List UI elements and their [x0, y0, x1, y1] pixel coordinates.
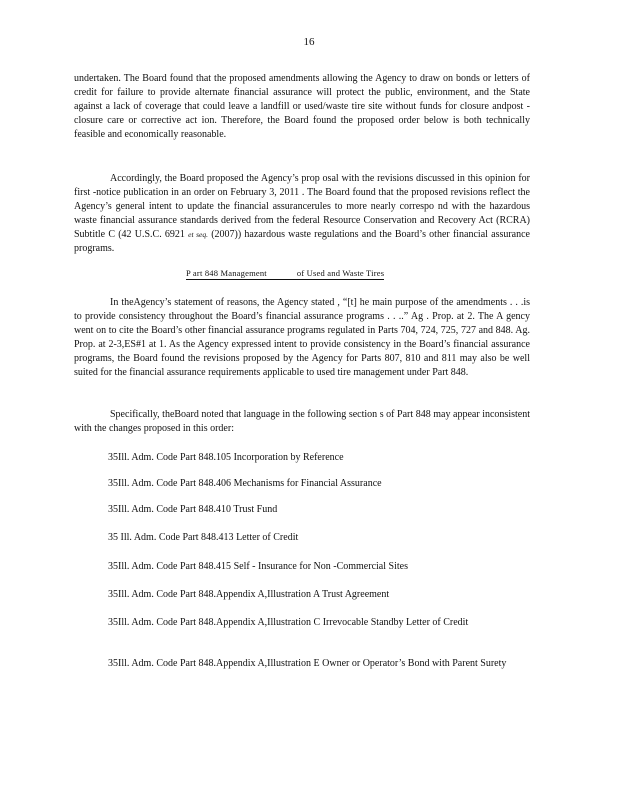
- citation-code: 35Ill. Adm. Code Part 848.410: [108, 504, 232, 515]
- citation-code: 35 Ill. Adm. Code Part 848.413: [108, 532, 234, 543]
- citation-item: [108, 477, 518, 491]
- citation-item: [108, 451, 518, 465]
- paragraph-undertaken: undertaken. The Board found that the proposed amendments allowing the Agency to draw on bonds or letters of credit for failure to provide alternate financial assurance will protect the public, environment, and the State against a lack of coverage that could leave a landfill or used/waste tire site without funds for closure andpost - closure care or corrective act ion. Therefore, the Board found the proposed order below is both technically feasible and economically reasonable.: [74, 73, 530, 140]
- citation-item: [108, 560, 518, 574]
- citation-item: [108, 616, 518, 630]
- citation-title: A,Illustration C Irrevocable Standby Letter of Credit: [257, 617, 469, 628]
- citation-code: 35Ill. Adm. Code Part 848.Appendix: [108, 617, 256, 628]
- section-heading: [186, 268, 384, 280]
- paragraph-agency-statement: In theAgency’s statement of reasons, the Agency stated , “[t] he main purpose of the amendments . . .is to provide consistency throughout the Board’s financial assurance programs . . ..” Ag . Prop. at 2. The A gency went on to cite the Board’s other financial assurance programs regulated in Parts 704, 724, 725, 727 and 848. Ag. Prop. at 2-3,ES#1 at 1. As the Agency expressed intent to provide consistency in the Board’s financial assurance programs, the Board found the revisions proposed by the Agency for Parts 807, 810 and 811 may also be well suited for the financial assurance requirements applicable to used tire management under Part 848.: [74, 297, 530, 378]
- paragraph-accordingly-tail: (2007)) hazardous waste regulations and the Board’s other financial assurance programs.: [74, 229, 530, 254]
- citation-code: 35Ill. Adm. Code Part 848.Appendix: [108, 658, 256, 669]
- citation-title: Trust Fund: [233, 504, 278, 515]
- paragraph-specifically: Specifically, theBoard noted that language in the following section s of Part 848 may appear inconsistent with the changes proposed in this order:: [74, 409, 530, 434]
- citation-code: 35Ill. Adm. Code Part 848.Appendix: [108, 589, 256, 600]
- citation-item: [108, 588, 518, 602]
- citation-title: Mechanisms for Financial Assurance: [233, 478, 382, 489]
- citation-item: [108, 657, 518, 671]
- citation-title: A,Illustration A Trust Agreement: [257, 589, 390, 600]
- page-number: 16: [303, 36, 315, 48]
- heading-part: P art 848 Management: [186, 268, 267, 278]
- citation-title: Letter of Credit: [236, 532, 299, 543]
- paragraph-accordingly: [74, 172, 530, 256]
- citation-item: [108, 503, 518, 517]
- citation-item: [108, 531, 518, 545]
- citation-code: 35Ill. Adm. Code Part 848.406: [108, 478, 232, 489]
- heading-rest: of Used and Waste Tires: [296, 268, 385, 278]
- citation-code: 35Ill. Adm. Code Part 848.105: [108, 452, 232, 463]
- citation-title: Incorporation by Reference: [233, 452, 344, 463]
- paragraph-accordingly-text: Accordingly, the Board proposed the Agency’s prop osal with the revisions discussed in this opinion for first -notice publication in an order on February 3, 2011 . The Board found that the proposed revisions reflect the Agency’s general intent to update the financial assurancerules to more nearly correspo nd with the hazardous waste financial assurance standards derived from the federal Resource Conservation and Recovery Act (RCRA) Subtitle C (42 U.S.C. 6921: [74, 173, 530, 240]
- citation-title: Self - Insurance for Non -Commercial Sites: [233, 561, 408, 572]
- et-seq-italic: et seq.: [188, 230, 208, 239]
- citation-title: A,Illustration E Owner or Operator’s Bond with Parent Surety: [257, 658, 507, 669]
- citation-code: 35Ill. Adm. Code Part 848.415: [108, 561, 232, 572]
